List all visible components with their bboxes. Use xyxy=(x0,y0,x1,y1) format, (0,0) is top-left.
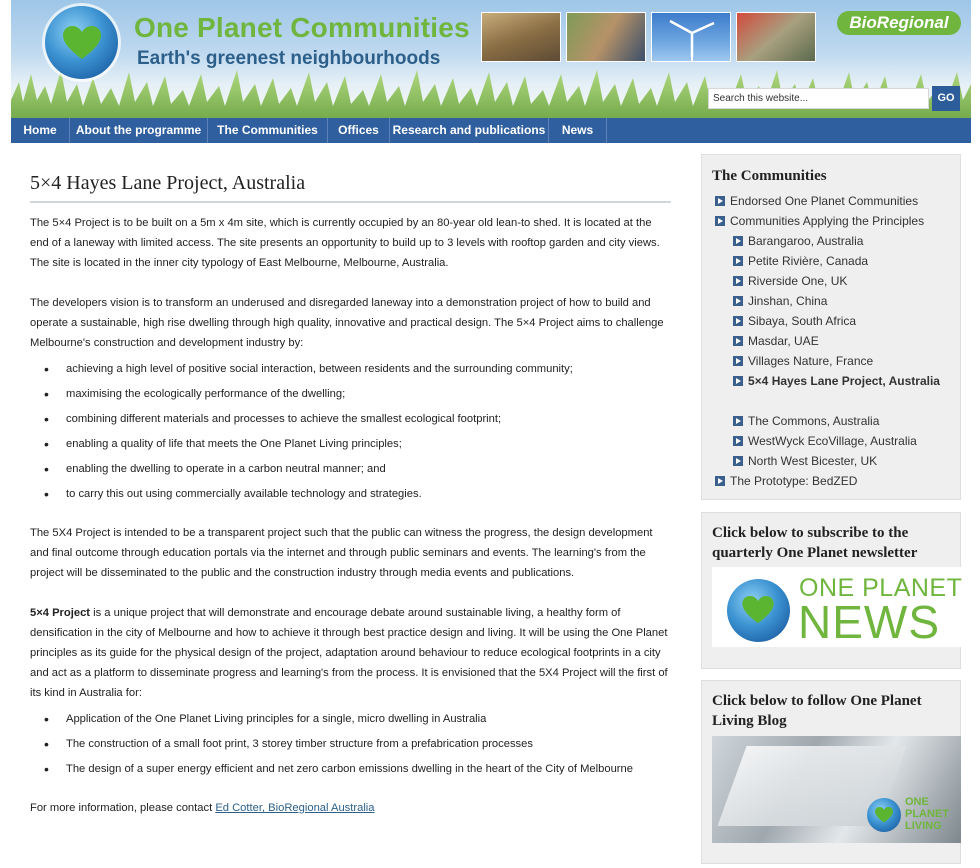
community-item-label: 5×4 Hayes Lane Project, Australia xyxy=(748,374,940,388)
page-title: 5×4 Hayes Lane Project, Australia xyxy=(30,172,671,203)
community-item[interactable] xyxy=(715,191,955,211)
arrow-right-icon xyxy=(715,216,725,226)
community-item[interactable] xyxy=(715,331,955,351)
community-item-label: Sibaya, South Africa xyxy=(748,314,857,328)
community-item-label: Masdar, UAE xyxy=(748,334,819,348)
arrow-right-icon xyxy=(733,256,743,266)
nav-offices[interactable]: Offices xyxy=(328,118,390,143)
one-planet-globe-icon xyxy=(727,579,790,642)
contact-link[interactable]: Ed Cotter, BioRegional Australia xyxy=(215,802,375,814)
community-item-label: Barangaroo, Australia xyxy=(748,234,864,248)
contact-paragraph xyxy=(30,798,671,818)
arrow-right-icon xyxy=(733,316,743,326)
community-item[interactable] xyxy=(715,371,955,411)
newsletter-banner[interactable] xyxy=(712,567,961,647)
arrow-right-icon xyxy=(715,476,725,486)
nav-about-the-programme[interactable]: About the programme xyxy=(70,118,208,143)
community-item-label: Villages Nature, France xyxy=(748,354,874,368)
community-item-label: Petite Rivière, Canada xyxy=(748,254,869,268)
site-header xyxy=(11,0,971,118)
community-item[interactable] xyxy=(715,211,955,231)
communities-list xyxy=(715,191,955,491)
list-item: • maximising the ecologically performance of the dwelling; xyxy=(30,384,671,409)
community-item[interactable] xyxy=(715,411,955,431)
list-item: • enabling a quality of life that meets the One Planet Living principles; xyxy=(30,434,671,459)
main-navigation xyxy=(11,118,971,143)
community-item-label: The Commons, Australia xyxy=(748,414,880,428)
community-item-label: The Prototype: BedZED xyxy=(730,474,858,488)
list-item: • The construction of a small foot print, 3 storey timber structure from a prefabrication processes xyxy=(30,734,671,759)
header-photo-wind-turbine xyxy=(651,12,731,62)
site-title[interactable]: One Planet Communities xyxy=(134,12,470,43)
contact-prefix: For more information, please contact xyxy=(30,802,216,814)
community-item[interactable] xyxy=(715,451,955,471)
arrow-right-icon xyxy=(715,196,725,206)
blog-heading: Click below to follow One Planet Living Blog xyxy=(712,693,922,729)
nav-home[interactable]: Home xyxy=(11,118,70,143)
search-go-button[interactable]: GO xyxy=(932,86,960,111)
list-item: • combining different materials and processes to achieve the smallest ecological footprint; xyxy=(30,409,671,434)
arrow-right-icon xyxy=(733,356,743,366)
list-item: • achieving a high level of positive social interaction, between residents and the surrounding community; xyxy=(30,359,671,384)
aims-list xyxy=(30,359,671,509)
community-item-label: Riverside One, UK xyxy=(748,274,848,288)
community-item[interactable] xyxy=(715,471,955,491)
nav-news[interactable]: News xyxy=(549,118,607,143)
blog-banner-image[interactable] xyxy=(712,736,961,843)
project-name-bold: 5×4 Project xyxy=(30,607,91,619)
arrow-right-icon xyxy=(733,456,743,466)
transparency-paragraph: The 5X4 Project is intended to be a transparent project such that the public can witness the progress, the design development and final outcome through education portals via the internet and through public seminars and events. The learning's from the project will be disseminated to the public and the construction industry through media events and publications. xyxy=(30,527,653,579)
bioregional-logo[interactable]: BioRegional xyxy=(837,11,961,35)
intro-paragraph: The 5×4 Project is to be built on a 5m x 4m site, which is currently occupied by an 80-year old lean-to shed. It is located at the end of a laneway with limited access. The site presents an opportunity to build up to 3 levels with rooftop garden and city views. The site is located in the inner city typology of East Melbourne, Melbourne, Australia. xyxy=(30,217,660,269)
community-item[interactable] xyxy=(715,351,955,371)
one-planet-living-globe-icon xyxy=(867,798,901,832)
news-banner-line1: ONE PLANET xyxy=(799,574,963,602)
communities-heading: The Communities xyxy=(712,168,827,184)
list-item: • The design of a super energy efficient and net zero carbon emissions dwelling in the heart of the City of Melbourne xyxy=(30,759,671,784)
arrow-right-icon xyxy=(733,416,743,426)
project-paragraph-text: is a unique project that will demonstrate and encourage debate around sustainable living, a healthy form of densification in the city of Melbourne and how to achieve it through best practice design and living. It will be using the One Planet principles as its guide for the physical design of the project, adaptation around behaviour to reduce ecological footprints in a city and act as a platform to disseminate progress and learning's from the process. It is envisioned that the 5X4 Project will the first of its kind in Australia for: xyxy=(30,607,668,699)
search-input[interactable]: Search this website... xyxy=(708,88,929,109)
community-item[interactable] xyxy=(715,311,955,331)
community-item-label: North West Bicester, UK xyxy=(748,454,878,468)
news-banner-line2: NEWS xyxy=(798,596,940,648)
nav-the-communities[interactable]: The Communities xyxy=(208,118,328,143)
list-item: • enabling the dwelling to operate in a carbon neutral manner; and xyxy=(30,459,671,484)
community-item-label: Jinshan, China xyxy=(748,294,828,308)
header-photo-people xyxy=(566,12,646,62)
community-item-label: Endorsed One Planet Communities xyxy=(730,194,919,208)
community-item[interactable] xyxy=(715,271,955,291)
community-item[interactable] xyxy=(715,251,955,271)
community-item[interactable] xyxy=(715,291,955,311)
arrow-right-icon xyxy=(733,376,743,386)
newsletter-sidebar xyxy=(701,512,961,669)
community-item-label: WestWyck EcoVillage, Australia xyxy=(748,434,917,448)
vision-paragraph: The developers vision is to transform an underused and disregarded laneway into a demonstration project of how to build and operate a sustainable, high rise dwelling through high quality, innovative and practical design. The 5×4 Project aims to challenge Melbourne's construction and development industry by: xyxy=(30,297,664,349)
arrow-right-icon xyxy=(733,276,743,286)
newsletter-heading: Click below to subscribe to the quarterly One Planet newsletter xyxy=(712,525,918,561)
site-tagline: Earth's greenest neighbourhoods xyxy=(137,48,441,69)
project-paragraph xyxy=(30,603,671,703)
communities-sidebar xyxy=(701,154,961,500)
logo-globe-icon[interactable] xyxy=(45,6,118,79)
community-item-label: Communities Applying the Principles xyxy=(730,214,925,228)
arrow-right-icon xyxy=(733,436,743,446)
header-photo-solar-worker xyxy=(481,12,561,62)
list-item: • Application of the One Planet Living principles for a single, micro dwelling in Australia xyxy=(30,709,671,734)
blog-sidebar xyxy=(701,680,961,864)
arrow-right-icon xyxy=(733,296,743,306)
header-photo-cyclist xyxy=(736,12,816,62)
arrow-right-icon xyxy=(733,236,743,246)
main-content xyxy=(30,172,671,818)
blog-logo-text: ONE PLANET LIVING xyxy=(905,796,949,832)
community-item[interactable] xyxy=(715,431,955,451)
arrow-right-icon xyxy=(733,336,743,346)
community-item[interactable] xyxy=(715,231,955,251)
nav-research-and-publications[interactable]: Research and publications xyxy=(390,118,549,143)
firsts-list xyxy=(30,709,671,784)
list-item: • to carry this out using commercially available technology and strategies. xyxy=(30,484,671,509)
